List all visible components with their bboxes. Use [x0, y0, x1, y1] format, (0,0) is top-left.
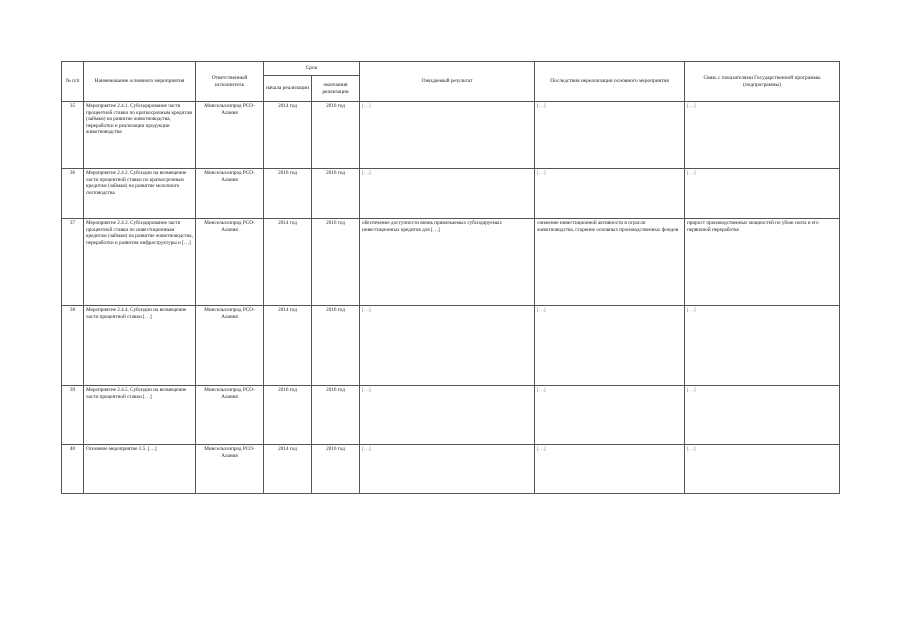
end-year: 2016 год	[312, 386, 360, 445]
consequences: […]	[535, 386, 685, 445]
end-year: 2016 год	[312, 445, 360, 494]
table-row	[62, 169, 840, 219]
header-start: начала реализации	[264, 76, 312, 102]
program-link: прирост производственных мощностей по убою скота и его первичной переработке	[685, 219, 840, 306]
header-consequences: Последствия нереализации основного мероприятия	[535, 62, 685, 102]
expected-result: […]	[360, 102, 535, 169]
header-num: № п/п	[62, 62, 84, 102]
table-row	[62, 102, 840, 169]
end-year: 2016 год	[312, 306, 360, 386]
consequences: […]	[535, 102, 685, 169]
program-link: […]	[685, 386, 840, 445]
expected-result: обеспечение доступности вновь привлекаемых субсидируемых инвестиционных кредитов для […]	[360, 219, 535, 306]
expected-result: […]	[360, 306, 535, 386]
consequences: […]	[535, 445, 685, 494]
expected-result: […]	[360, 169, 535, 219]
row-num: 35	[62, 102, 84, 169]
measure-name: Мероприятие 2.4.3. Субсидирование части процентной ставки по инвестиционным кредитам (займам) на развитие животноводства, переработки и развития инфраструктуры и […]	[84, 219, 196, 306]
measures-table	[61, 61, 840, 494]
consequences: снижение инвестиционной активности в отрасли животноводства, старение основных производственных фондов	[535, 219, 685, 306]
row-num: 40	[62, 445, 84, 494]
program-link: […]	[685, 169, 840, 219]
table-body	[62, 102, 840, 494]
measure-name: Основное мероприятие 2.5. […]	[84, 445, 196, 494]
executor: Минсельхозпрод РСО-Алания	[196, 219, 264, 306]
document-page	[61, 61, 839, 494]
start-year: 2014 год	[264, 445, 312, 494]
end-year: 2016 год	[312, 169, 360, 219]
consequences: […]	[535, 169, 685, 219]
row-num: 38	[62, 306, 84, 386]
header-result: Ожидаемый результат	[360, 62, 535, 102]
header-term: Срок	[264, 62, 360, 76]
consequences: […]	[535, 306, 685, 386]
table-row	[62, 445, 840, 494]
table-row	[62, 219, 840, 306]
start-year: 2014 год	[264, 306, 312, 386]
program-link: […]	[685, 306, 840, 386]
program-link: […]	[685, 445, 840, 494]
expected-result: […]	[360, 445, 535, 494]
start-year: 2016 год	[264, 386, 312, 445]
header-link: Связь с показателями Государственной программы (подпрограммы)	[685, 62, 840, 102]
row-num: 39	[62, 386, 84, 445]
table-row	[62, 306, 840, 386]
table-header	[62, 62, 840, 102]
table-row	[62, 386, 840, 445]
measure-name: Мероприятие 2.4.1. Субсидирование части процентной ставки по краткосрочным кредитам (займам) на развитие животноводства, переработки и реализации продукции животноводства	[84, 102, 196, 169]
executor: Минсельхозпрод РСО-Алания	[196, 386, 264, 445]
executor: Минсельхозпрод РСО-Алания	[196, 169, 264, 219]
start-year: 2014 год	[264, 102, 312, 169]
executor: Минсельхозпрод РСО-Алания	[196, 306, 264, 386]
start-year: 2016 год	[264, 169, 312, 219]
header-end: окончания реализации	[312, 76, 360, 102]
executor: Минсельхозпрод РСО-Алания	[196, 445, 264, 494]
end-year: 2016 год	[312, 219, 360, 306]
measure-name: Мероприятие 2.4.5. Субсидии на возмещение части процентной ставки […]	[84, 386, 196, 445]
start-year: 2014 год	[264, 219, 312, 306]
row-num: 36	[62, 169, 84, 219]
expected-result: […]	[360, 386, 535, 445]
end-year: 2016 год	[312, 102, 360, 169]
header-executor: Ответственный исполнитель	[196, 62, 264, 102]
measure-name: Мероприятие 2.4.4. Субсидии на возмещение части процентной ставки […]	[84, 306, 196, 386]
executor: Минсельхозпрод РСО-Алания	[196, 102, 264, 169]
header-name: Наименование основного мероприятия	[84, 62, 196, 102]
row-num: 37	[62, 219, 84, 306]
measure-name: Мероприятие 2.4.2. Субсидии на возмещение части процентной ставки по краткосрочным кредитам (займам) на развитие молочного скотоводства	[84, 169, 196, 219]
program-link: […]	[685, 102, 840, 169]
